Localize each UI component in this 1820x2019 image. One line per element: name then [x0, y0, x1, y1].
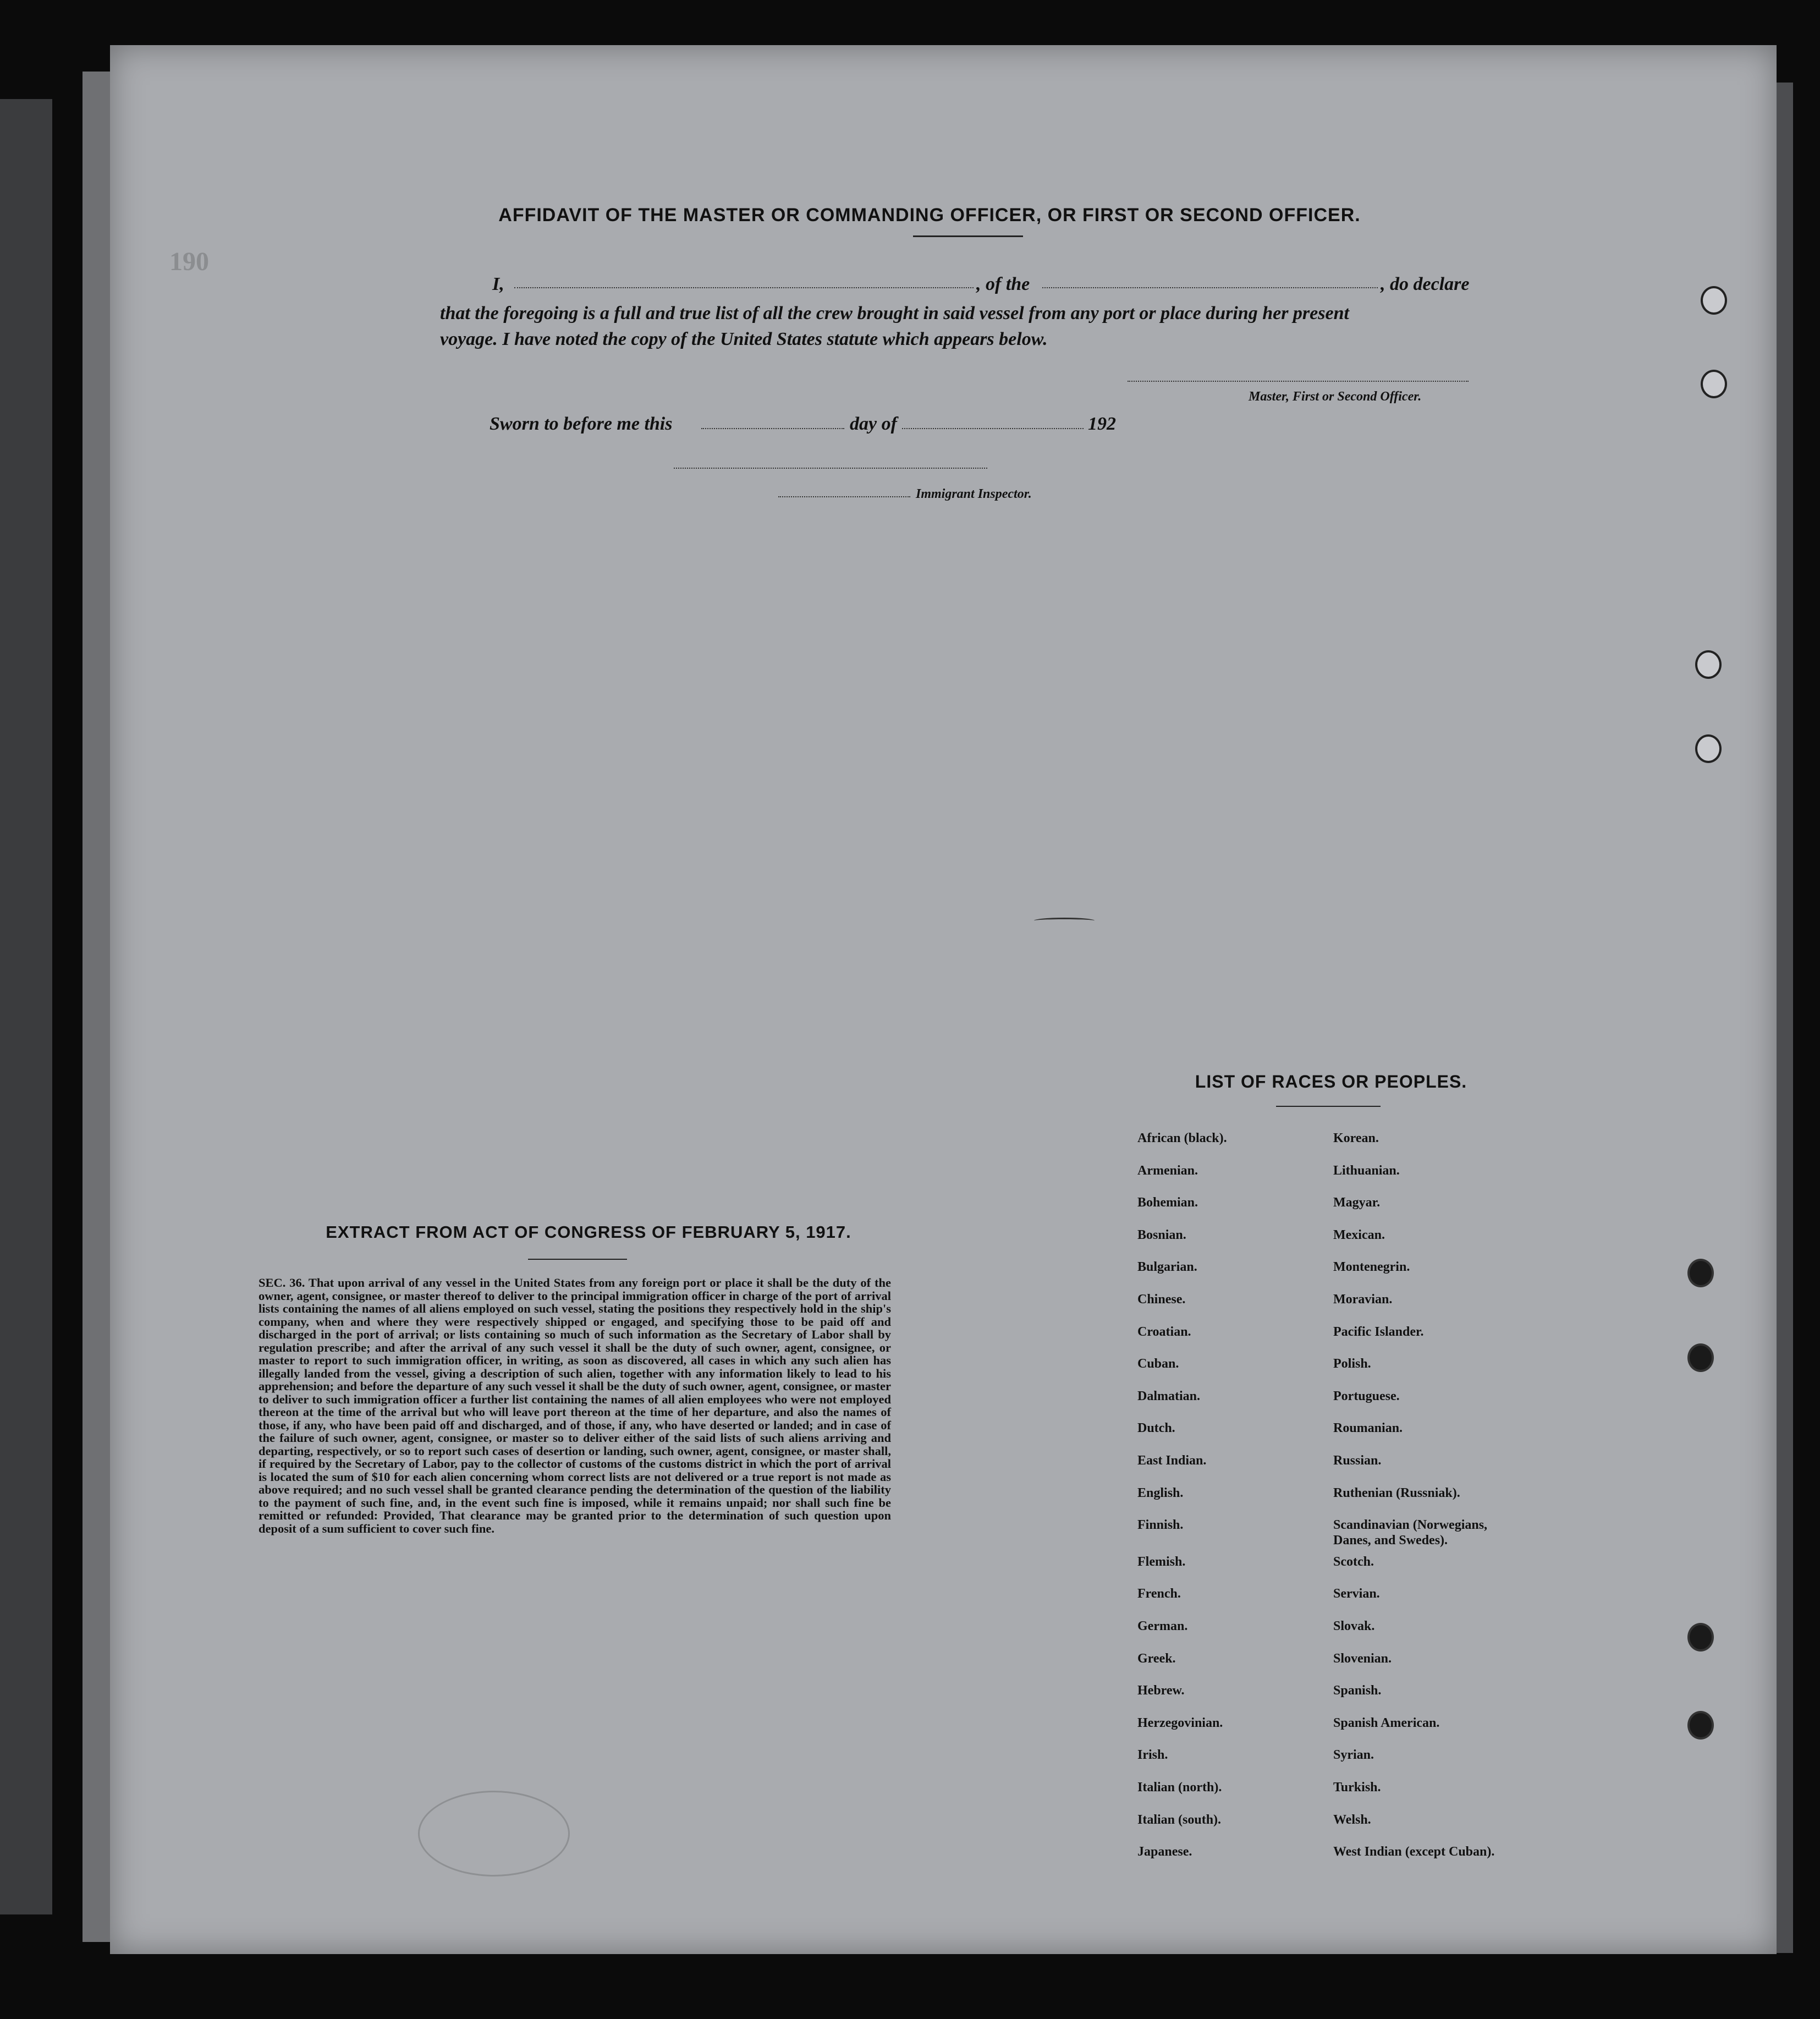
race-item: Italian (south). — [1137, 1812, 1222, 1827]
race-item: Roumanian. — [1333, 1421, 1403, 1436]
extract-title-underline — [528, 1259, 627, 1260]
race-item: Bosnian. — [1137, 1227, 1186, 1242]
inspector-caption: Immigrant Inspector. — [916, 487, 1032, 501]
punch-hole — [1687, 1623, 1714, 1652]
affidavit-i: I, — [492, 274, 504, 294]
affidavit-declare: , do declare — [1381, 274, 1470, 294]
race-item: Syrian. — [1333, 1748, 1374, 1763]
name-blank[interactable] — [514, 287, 974, 288]
inspector-name-blank[interactable] — [778, 496, 910, 497]
bleed-through-number: 190 — [169, 247, 209, 276]
punch-hole — [1687, 1343, 1714, 1372]
pencil-mark — [1034, 918, 1095, 924]
race-item: West Indian (except Cuban). — [1333, 1845, 1495, 1859]
affidavit-line-2: that the foregoing is a full and true list of all the crew brought in said vessel from any port or place during her present — [440, 303, 1349, 323]
punch-hole — [1687, 1711, 1714, 1740]
punch-hole — [1687, 1259, 1714, 1287]
year-prefix: 192 — [1088, 414, 1116, 434]
race-item: East Indian. — [1137, 1453, 1207, 1468]
race-item: Cuban. — [1137, 1357, 1179, 1371]
race-item: Flemish. — [1137, 1554, 1186, 1569]
race-item: Polish. — [1333, 1357, 1371, 1371]
punch-hole — [1701, 370, 1727, 398]
sworn-text: Sworn to before me this — [490, 414, 673, 434]
race-item: Italian (north). — [1137, 1780, 1222, 1795]
race-item: Ruthenian (Russniak). — [1333, 1485, 1460, 1500]
race-item: French. — [1137, 1587, 1181, 1601]
race-item: Greek. — [1137, 1651, 1176, 1666]
sworn-month-blank[interactable] — [902, 428, 1084, 429]
sworn-day-blank[interactable] — [701, 428, 844, 429]
race-item: Montenegrin. — [1333, 1260, 1410, 1275]
race-item: Japanese. — [1137, 1845, 1192, 1859]
race-item: Spanish American. — [1333, 1715, 1440, 1730]
race-item: Bohemian. — [1137, 1195, 1198, 1210]
race-item: Scotch. — [1333, 1554, 1374, 1569]
punch-hole — [1695, 734, 1722, 763]
race-item: Spanish. — [1333, 1683, 1382, 1698]
faint-stamp — [418, 1791, 570, 1877]
extract-body: SEC. 36. That upon arrival of any vessel in the United States from any foreign port or place it shall be the duty of the owner, agent, consignee, or master thereof to deliver to the principal immigration officer in charge of the port of arrival lists containing the names of all aliens employed on such vessel, stating the positions they respectively hold in the ship's company, when and where they were respectively shipped or engaged, and specifying those to be paid off and discharged in the port of arrival; or lists containing so much of such information as the Secretary of Labor shall by regulation prescribe; and after the arrival of any such vessel it shall be the duty of such owner, agent, consignee, or master to report to such immigration officer, in writing, as soon as discovered, all cases in which any such alien has illegally landed from the vessel, giving a description of such alien, together with any information likely to lead to his apprehension; and before the departure of any such vessel it shall be the duty of such owner, agent, consignee, or master to deliver to such immigration officer a further list containing the names of all alien employees who were not employed thereon at the time of the arrival but who will leave port thereon at the time of her departure, and also the names of those, if any, who have been paid off and discharged, and of those, if any, who have deserted or landed; and in case of the failure of such owner, agent, consignee, or master so to deliver either of the said lists of such aliens arriving and departing, respectively, or so to report such cases of desertion or landing, such owner, agent, consignee, or master shall, if required by the Secretary of Labor, pay to the collector of customs of the customs district in which the port of arrival is located the sum of $10 for each alien concerning whom correct lists are not delivered or a true report is not made as above required; and no such vessel shall be granted clearance pending the determination of the question of the liability to the payment of such fine, and, in the event such fine is imposed, while it remains unpaid; nor shall such fine be remitted or refunded: Provided, That clearance may be granted prior to the determination of such question upon deposit of a sum sufficient to cover such fine. — [259, 1276, 891, 1535]
race-item: Welsh. — [1333, 1812, 1371, 1827]
race-item: Dalmatian. — [1137, 1389, 1200, 1403]
affidavit-of-the: , of the — [976, 274, 1030, 294]
race-item: Servian. — [1333, 1587, 1380, 1601]
signature-caption: Master, First or Second Officer. — [1249, 389, 1422, 404]
inspector-signature-blank[interactable] — [674, 468, 987, 469]
right-binding-edge — [1777, 83, 1793, 1953]
race-item: Slovenian. — [1333, 1651, 1392, 1666]
race-item: Croatian. — [1137, 1324, 1191, 1339]
race-item: English. — [1137, 1485, 1184, 1500]
signature-blank[interactable] — [1128, 381, 1469, 382]
title-underline — [913, 235, 1023, 237]
race-item: Armenian. — [1137, 1163, 1198, 1178]
race-item: German. — [1137, 1619, 1188, 1633]
race-item: Mexican. — [1333, 1227, 1385, 1242]
races-title-underline — [1276, 1106, 1381, 1107]
affidavit-line-3: voyage. I have noted the copy of the United States statute which appears below. — [440, 329, 1048, 349]
punch-hole — [1695, 650, 1722, 679]
vessel-blank[interactable] — [1042, 287, 1378, 288]
race-item: Irish. — [1137, 1748, 1168, 1763]
affidavit-title: AFFIDAVIT OF THE MASTER OR COMMANDING OFFICER, OR FIRST OR SECOND OFFICER. — [498, 205, 1361, 226]
race-item: Moravian. — [1333, 1292, 1393, 1307]
race-item: Korean. — [1333, 1131, 1379, 1145]
race-item: Dutch. — [1137, 1421, 1175, 1436]
race-item: Bulgarian. — [1137, 1260, 1197, 1275]
race-item: Finnish. — [1137, 1518, 1184, 1533]
race-item: Slovak. — [1333, 1619, 1375, 1633]
race-item: Pacific Islander. — [1333, 1324, 1424, 1339]
race-item: Turkish. — [1333, 1780, 1381, 1795]
race-item: Hebrew. — [1137, 1683, 1185, 1698]
race-item: Chinese. — [1137, 1292, 1186, 1307]
race-item: Russian. — [1333, 1453, 1382, 1468]
race-item: Magyar. — [1333, 1195, 1381, 1210]
day-of-text: day of — [850, 414, 897, 434]
punch-hole — [1701, 286, 1727, 315]
races-title: LIST OF RACES OR PEOPLES. — [1195, 1072, 1467, 1091]
race-item: Lithuanian. — [1333, 1163, 1400, 1178]
adjacent-page-edge — [0, 99, 52, 1914]
race-item: Portuguese. — [1333, 1389, 1400, 1403]
race-item: Herzegovinian. — [1137, 1715, 1223, 1730]
race-item: Scandinavian (Norwegians, Danes, and Swedes). — [1333, 1518, 1488, 1548]
extract-title: EXTRACT FROM ACT OF CONGRESS OF FEBRUARY 5, 1917. — [326, 1222, 851, 1242]
race-item: African (black). — [1137, 1131, 1227, 1145]
